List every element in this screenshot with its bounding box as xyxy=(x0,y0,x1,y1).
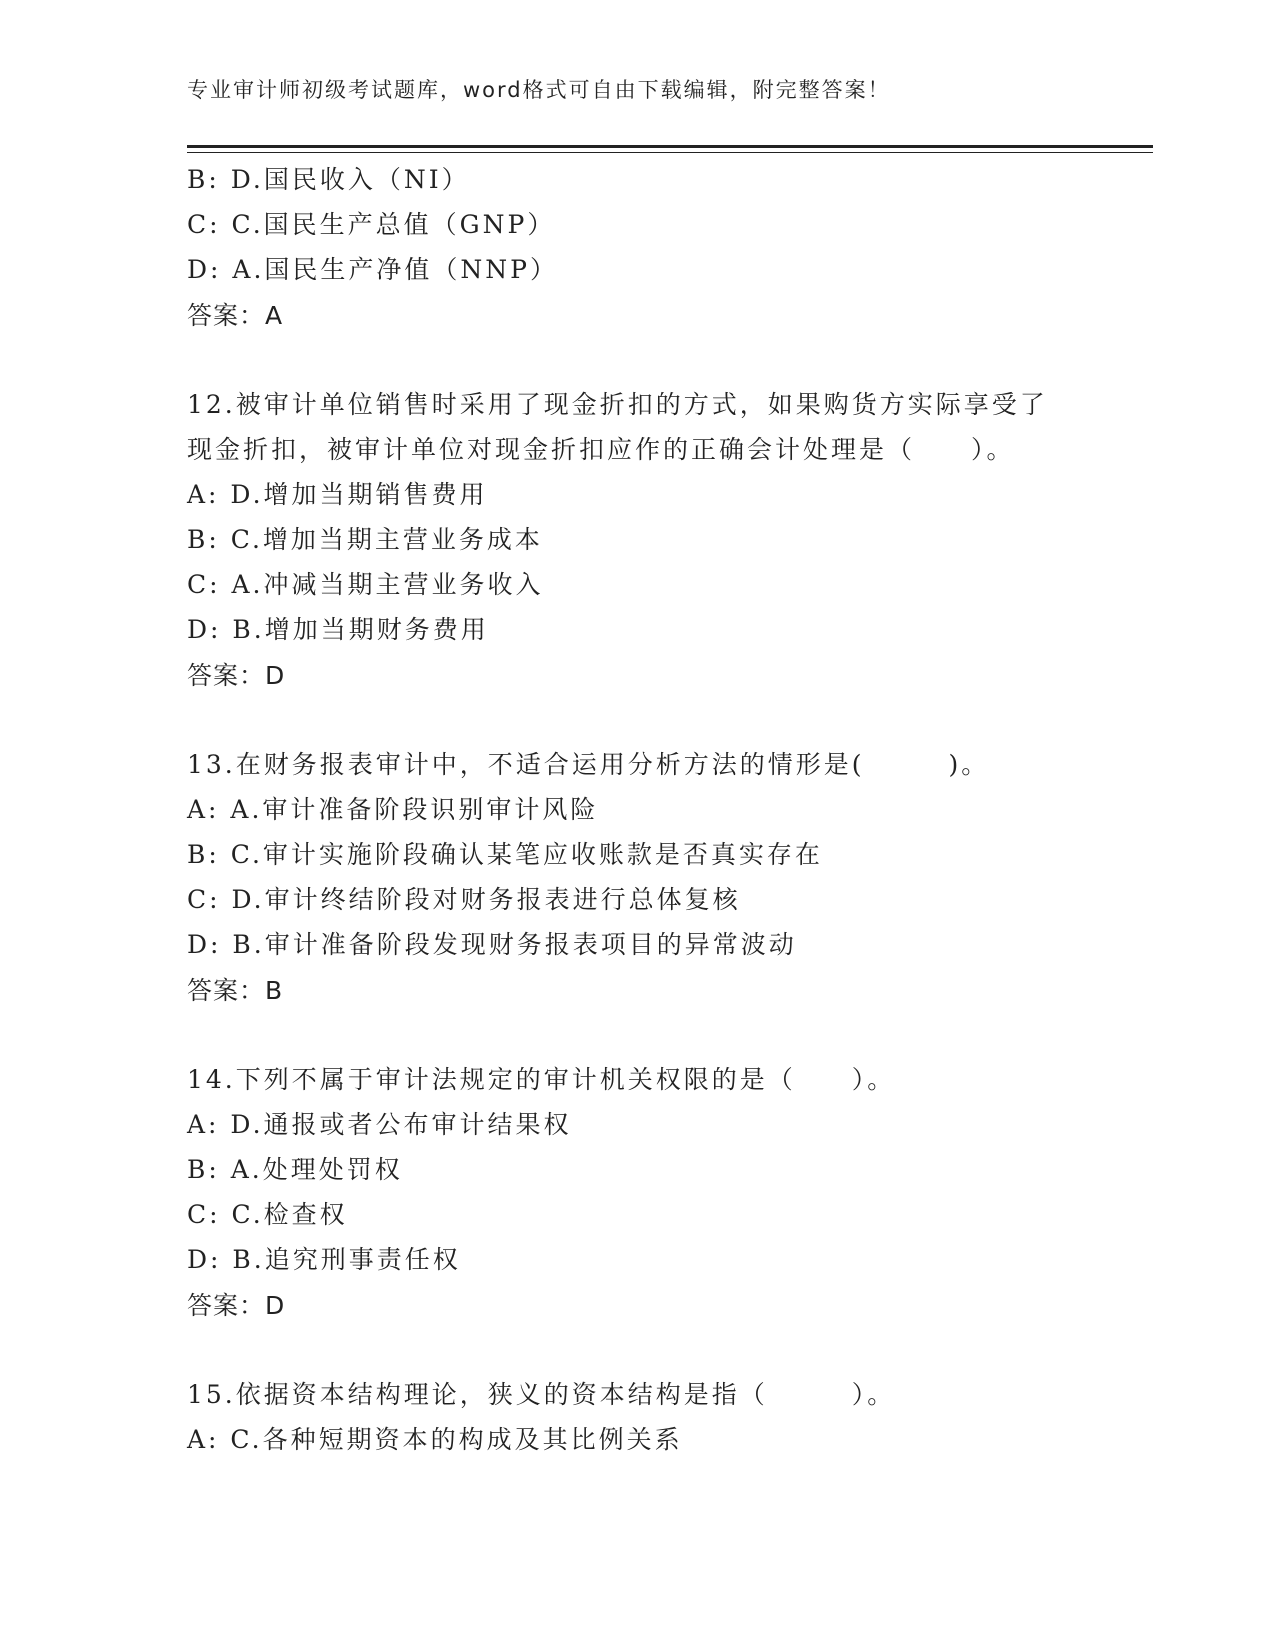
option-line: A: A.审计准备阶段识别审计风险 xyxy=(187,795,599,824)
question-line: 12.被审计单位销售时采用了现金折扣的方式，如果购货方实际享受了 xyxy=(187,390,1048,419)
question-line: 13.在财务报表审计中，不适合运用分析方法的情形是( )。 xyxy=(187,750,990,779)
option-line: D: B.追究刑事责任权 xyxy=(187,1245,461,1274)
answer-line: 答案：D xyxy=(187,661,286,690)
option-line: C: C.国民生产总值（GNP） xyxy=(187,210,556,239)
option-line: A: D.通报或者公布审计结果权 xyxy=(187,1110,572,1139)
question-line: 14.下列不属于审计法规定的审计机关权限的是（ ）。 xyxy=(187,1065,896,1094)
option-line: B: C.增加当期主营业务成本 xyxy=(187,525,543,554)
header-rule-thick xyxy=(187,145,1153,148)
answer-line: 答案：A xyxy=(187,301,284,330)
question-line: 现金折扣，被审计单位对现金折扣应作的正确会计处理是（ ）。 xyxy=(187,435,1015,464)
option-line: B: A.处理处罚权 xyxy=(187,1155,403,1184)
header-rule-thin xyxy=(187,152,1153,153)
option-line: C: D.审计终结阶段对财务报表进行总体复核 xyxy=(187,885,741,914)
option-line: B: D.国民收入（NI） xyxy=(187,165,470,194)
option-line: A: C.各种短期资本的构成及其比例关系 xyxy=(187,1425,683,1454)
answer-line: 答案：D xyxy=(187,1291,286,1320)
answer-line: 答案：B xyxy=(187,976,284,1005)
option-line: C: C.检查权 xyxy=(187,1200,348,1229)
question-line: 15.依据资本结构理论，狭义的资本结构是指（ ）。 xyxy=(187,1380,896,1409)
option-line: C: A.冲减当期主营业务收入 xyxy=(187,570,544,599)
page-header: 专业审计师初级考试题库，word格式可自由下载编辑，附完整答案！ xyxy=(187,78,891,102)
option-line: A: D.增加当期销售费用 xyxy=(187,480,488,509)
option-line: B: C.审计实施阶段确认某笔应收账款是否真实存在 xyxy=(187,840,823,869)
option-line: D: B.增加当期财务费用 xyxy=(187,615,489,644)
option-line: D: B.审计准备阶段发现财务报表项目的异常波动 xyxy=(187,930,797,959)
option-line: D: A.国民生产净值（NNP） xyxy=(187,255,558,284)
